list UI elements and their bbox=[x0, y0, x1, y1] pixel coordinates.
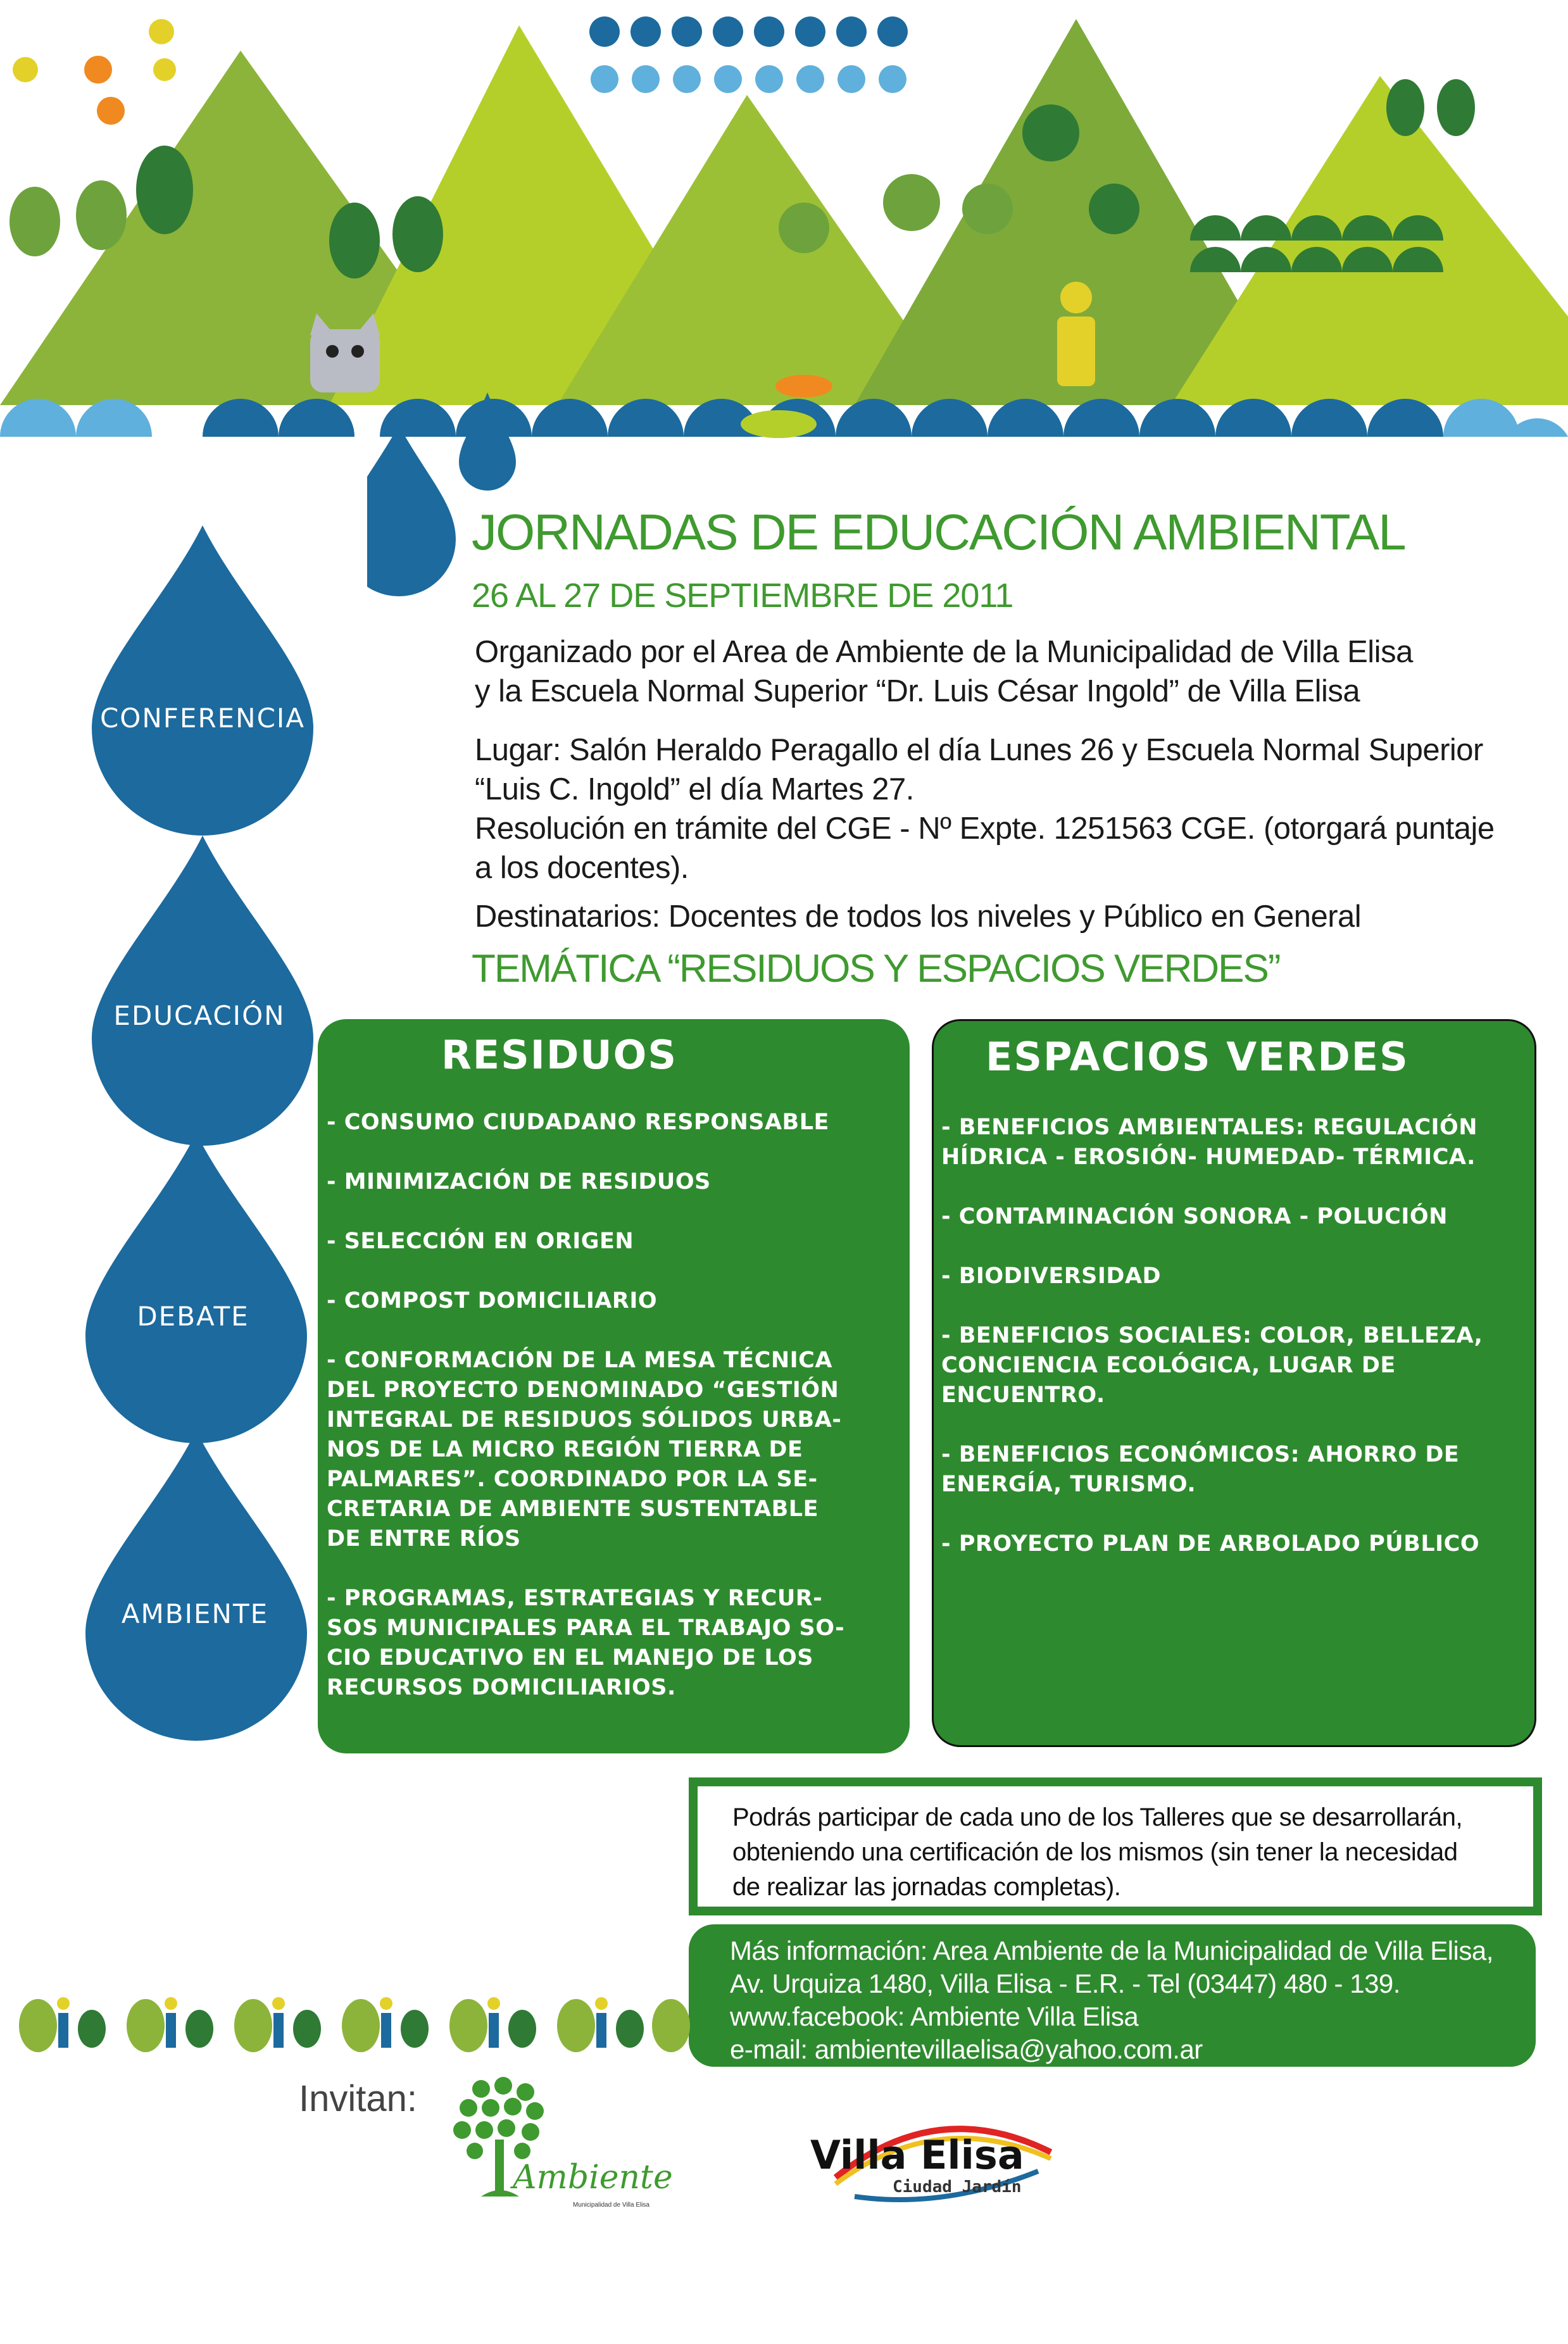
more-info-box bbox=[689, 1924, 1536, 2067]
residuos-title: RESIDUOS bbox=[441, 1032, 677, 1078]
ambiente-logo-text: Ambiente bbox=[513, 2159, 673, 2197]
location-line-1: Lugar: Salón Heraldo Peragallo el día Lunes 26 y Escuela Normal Superior bbox=[475, 733, 1483, 767]
invitan-label: Invitan: bbox=[299, 2078, 417, 2119]
theme-heading: TEMÁTICA “RESIDUOS Y ESPACIOS VERDES” bbox=[472, 947, 1280, 991]
espacios-verdes-list bbox=[941, 1113, 1524, 1589]
drop-conferencia bbox=[89, 525, 317, 836]
espacios-verdes-panel bbox=[932, 1019, 1536, 1747]
participation-box bbox=[689, 1777, 1542, 1915]
more-info-line: Más información: Area Ambiente de la Municipalidad de Villa Elisa, bbox=[730, 1936, 1493, 1965]
participation-text: Podrás participar de cada uno de los Talleres que se desarrollarán, obteniendo una certificación de los mismos (sin tener la necesidad de realizar las jornadas completas). bbox=[732, 1803, 1463, 1901]
drop-label-debate: DEBATE bbox=[137, 1301, 249, 1332]
more-info-email[interactable]: e-mail: ambientevillaelisa@yahoo.com.ar bbox=[730, 2034, 1203, 2064]
espacios-verdes-title: ESPACIOS VERDES bbox=[986, 1034, 1409, 1080]
ambiente-logo-subtext: Municipalidad de Villa Elisa bbox=[573, 2202, 649, 2209]
tree-icon bbox=[443, 2070, 658, 2222]
more-info-address: Av. Urquiza 1480, Villa Elisa - E.R. - Tel (03447) 480 - 139. bbox=[730, 1969, 1400, 1998]
organizers-line-1: Organizado por el Area de Ambiente de la Municipalidad de Villa Elisa bbox=[475, 635, 1413, 669]
list-item: - BENEFICIOS ECONÓMICOS: AHORRO DE ENERGÍA, TURISMO. bbox=[941, 1442, 1460, 1497]
event-title: JORNADAS DE EDUCACIÓN AMBIENTAL bbox=[472, 504, 1405, 560]
list-item: - CONFORMACIÓN DE LA MESA TÉCNICA DEL PROYECTO DENOMINADO “GESTIÓN INTEGRAL DE RESIDUOS SÓLIDOS URBA- NOS DE LA MICRO REGIÓN TIERRA DE PALMARES”. COORDINADO POR LA SE- CRETARIA DE AMBIENTE SUSTENTABLE DE ENTRE RÍOS bbox=[327, 1348, 842, 1551]
list-item: - CONTAMINACIÓN SONORA - POLUCIÓN bbox=[941, 1204, 1448, 1229]
more-info-facebook[interactable]: www.facebook: Ambiente Villa Elisa bbox=[730, 2002, 1139, 2031]
resolution-line-1: Resolución en trámite del CGE - Nº Expte. 1251563 CGE. (otorgará puntaje bbox=[475, 812, 1495, 846]
list-item: - BIODIVERSIDAD bbox=[941, 1263, 1162, 1289]
list-item: - PROGRAMAS, ESTRATEGIAS Y RECUR- SOS MUNICIPALES PARA EL TRABAJO SO- CIO EDUCATIVO EN EL MANEJO DE LOS RECURSOS DOMICILIARIOS. bbox=[327, 1586, 845, 1700]
resolution-line-2: a los docentes). bbox=[475, 851, 689, 885]
list-item: - CONSUMO CIUDADANO RESPONSABLE bbox=[327, 1110, 829, 1135]
audience-line: Destinatarios: Docentes de todos los niveles y Público en General bbox=[475, 899, 1362, 934]
drop-label-ambiente: AMBIENTE bbox=[121, 1598, 269, 1629]
list-item: - BENEFICIOS SOCIALES: COLOR, BELLEZA, CONCIENCIA ECOLÓGICA, LUGAR DE ENCUENTRO. bbox=[941, 1323, 1483, 1408]
list-item: - MINIMIZACIÓN DE RESIDUOS bbox=[327, 1169, 711, 1194]
drop-educacion bbox=[89, 836, 317, 1146]
drop-label-conferencia: CONFERENCIA bbox=[99, 703, 306, 734]
list-item: - SELECCIÓN EN ORIGEN bbox=[327, 1229, 634, 1254]
residuos-panel bbox=[318, 1019, 910, 1753]
villa-elisa-logo-text: Villa Elisa bbox=[810, 2132, 1024, 2178]
villa-elisa-logo bbox=[798, 2108, 1063, 2209]
event-dates: 26 AL 27 DE SEPTIEMBRE DE 2011 bbox=[472, 577, 1013, 615]
list-item: - COMPOST DOMICILIARIO bbox=[327, 1288, 658, 1313]
list-item: - PROYECTO PLAN DE ARBOLADO PÚBLICO bbox=[941, 1531, 1480, 1557]
drop-ambiente bbox=[82, 1431, 310, 1741]
decorative-border bbox=[0, 1950, 690, 2076]
list-item: - BENEFICIOS AMBIENTALES: REGULACIÓN HÍDRICA - EROSIÓN- HUMEDAD- TÉRMICA. bbox=[941, 1115, 1478, 1170]
organizers-line-2: y la Escuela Normal Superior “Dr. Luis César Ingold” de Villa Elisa bbox=[475, 674, 1360, 708]
water-drops-small bbox=[367, 392, 519, 601]
drop-debate bbox=[82, 1133, 310, 1443]
ambiente-logo bbox=[443, 2070, 673, 2222]
header-illustration bbox=[0, 0, 1568, 443]
drop-label-educacion: EDUCACIÓN bbox=[113, 1000, 285, 1031]
location-line-2: “Luis C. Ingold” el día Martes 27. bbox=[475, 772, 914, 806]
villa-elisa-logo-subtext: Ciudad Jardín bbox=[893, 2178, 1022, 2197]
residuos-list bbox=[327, 1108, 909, 1733]
